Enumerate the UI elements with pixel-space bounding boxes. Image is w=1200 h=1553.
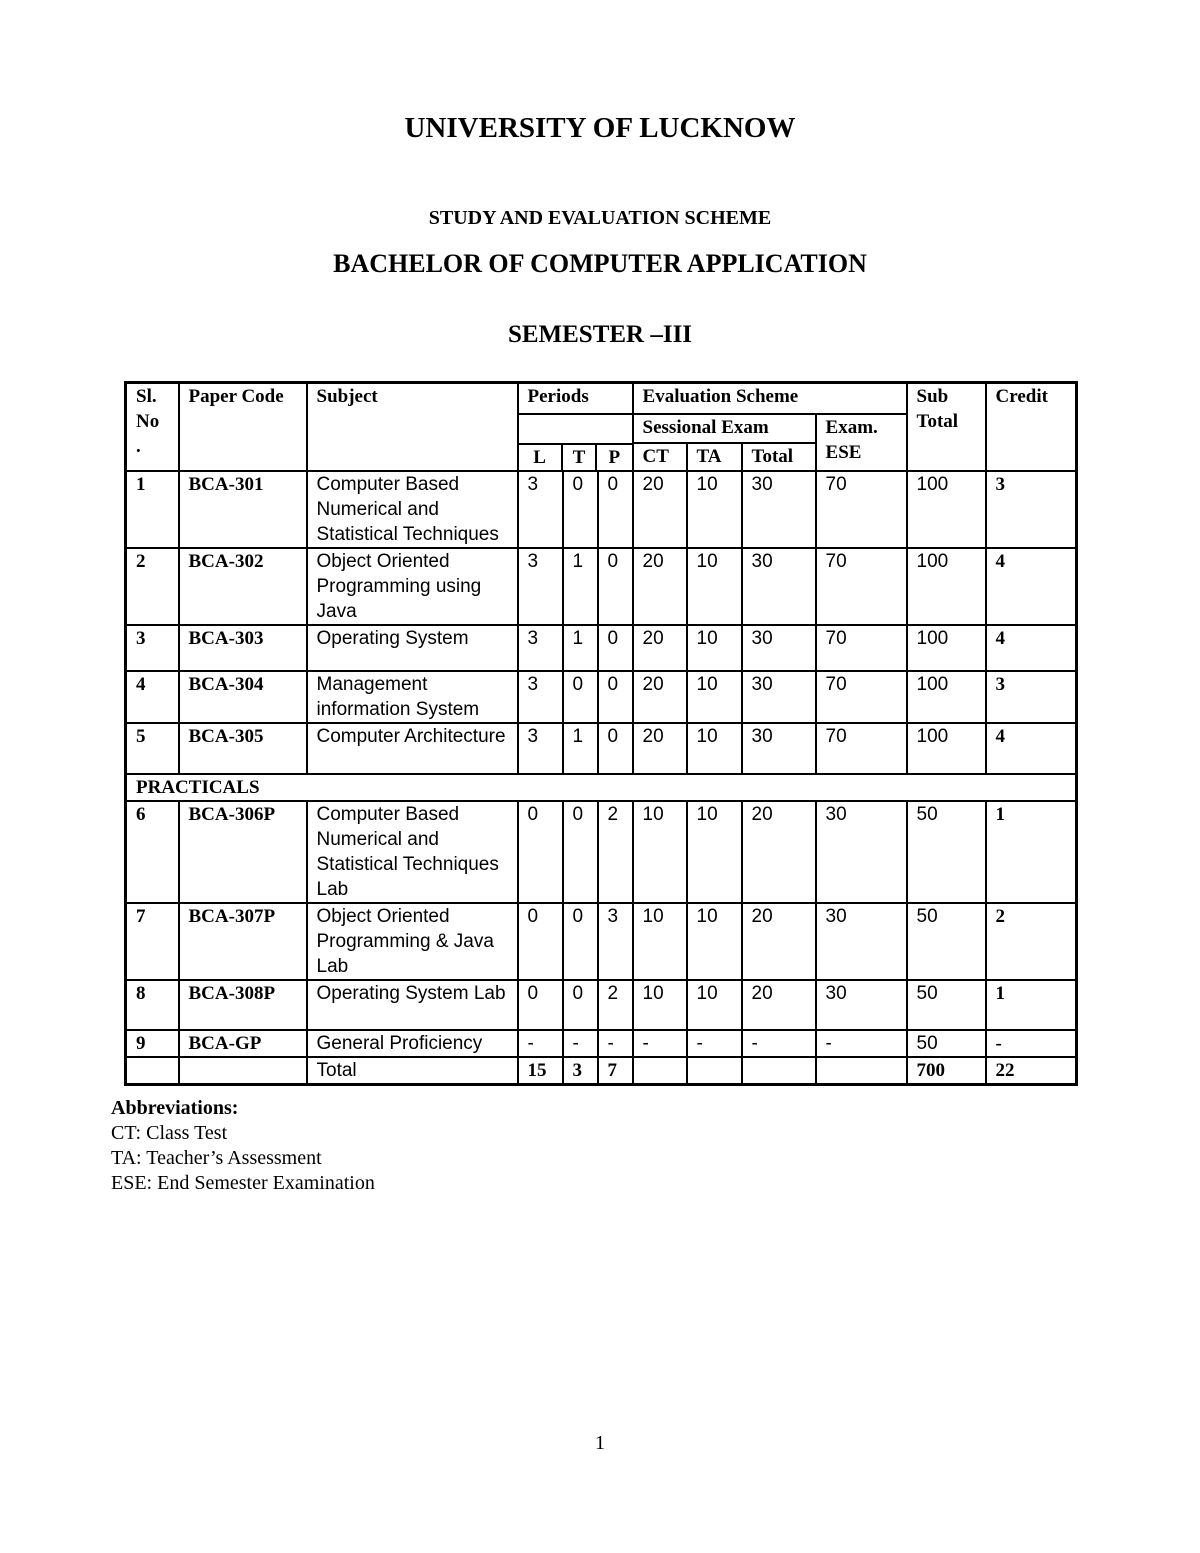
tutorial-cell: 1 (563, 723, 598, 774)
credit-cell: 1 (986, 980, 1077, 1030)
teacher-assessment-cell: 10 (687, 548, 742, 625)
total-lectures: 15 (518, 1057, 563, 1085)
credit-cell: 2 (986, 903, 1077, 980)
ese-cell: 70 (816, 471, 907, 548)
class-test-cell: 20 (633, 625, 687, 671)
paper-code-cell: BCA-307P (179, 903, 307, 980)
header-ta: TA (687, 443, 742, 471)
lecture-cell: 3 (518, 471, 563, 548)
header-sl-no: Sl. No . (126, 383, 179, 471)
header-paper-code: Paper Code (179, 383, 307, 471)
table-row (126, 625, 1077, 671)
subject-cell: Operating System Lab (307, 980, 518, 1030)
credit-cell: 4 (986, 625, 1077, 671)
tutorial-cell: 0 (563, 980, 598, 1030)
sl-no-cell: 6 (126, 801, 179, 903)
class-test-cell: - (633, 1030, 687, 1057)
practical-cell: - (598, 1030, 633, 1057)
sl-no-cell: 1 (126, 471, 179, 548)
paper-code-cell: BCA-305 (179, 723, 307, 774)
sl-no-cell: 8 (126, 980, 179, 1030)
class-test-cell: 10 (633, 903, 687, 980)
tutorial-cell: 0 (563, 671, 598, 723)
subject-cell: Object Oriented Programming using Java (307, 548, 518, 625)
teacher-assessment-cell: 10 (687, 903, 742, 980)
practical-cell: 2 (598, 801, 633, 903)
paper-code-cell: BCA-306P (179, 801, 307, 903)
sessional-total-cell: 30 (742, 625, 816, 671)
sub-total-cell: 50 (907, 801, 986, 903)
practical-cell: 0 (598, 471, 633, 548)
totals-blank-sl (126, 1057, 179, 1085)
sessional-total-cell: 20 (742, 903, 816, 980)
table-row (126, 548, 1077, 625)
credit-cell: 3 (986, 671, 1077, 723)
paper-code-cell: BCA-304 (179, 671, 307, 723)
practical-cell: 0 (598, 671, 633, 723)
paper-code-cell: BCA-303 (179, 625, 307, 671)
ese-cell: 30 (816, 801, 907, 903)
subject-cell: Computer Architecture (307, 723, 518, 774)
credit-cell: 1 (986, 801, 1077, 903)
ese-cell: 70 (816, 671, 907, 723)
table-row (126, 671, 1077, 723)
lecture-cell: 0 (518, 903, 563, 980)
class-test-cell: 20 (633, 548, 687, 625)
class-test-cell: 20 (633, 723, 687, 774)
sl-no-cell: 3 (126, 625, 179, 671)
teacher-assessment-cell: 10 (687, 625, 742, 671)
sessional-total-cell: 30 (742, 548, 816, 625)
sessional-total-cell: 30 (742, 671, 816, 723)
sub-total-cell: 100 (907, 723, 986, 774)
abbreviations (111, 1096, 375, 1196)
header-periods: Periods (518, 383, 633, 414)
class-test-cell: 20 (633, 471, 687, 548)
totals-row (126, 1057, 1077, 1085)
table-row (126, 471, 1077, 548)
teacher-assessment-cell: 10 (687, 723, 742, 774)
tutorial-cell: 0 (563, 471, 598, 548)
scheme-title: STUDY AND EVALUATION SCHEME (428, 207, 772, 229)
abbreviation-ese: ESE: End Semester Examination (111, 1172, 375, 1194)
lecture-cell: 0 (518, 980, 563, 1030)
ese-cell: 30 (816, 980, 907, 1030)
teacher-assessment-cell: - (687, 1030, 742, 1057)
evaluation-scheme-table (124, 381, 1078, 1086)
ese-cell: 70 (816, 723, 907, 774)
sessional-total-cell: 20 (742, 801, 816, 903)
sessional-total-cell: 30 (742, 723, 816, 774)
table-row (126, 801, 1077, 903)
ese-cell: - (816, 1030, 907, 1057)
table-row (126, 1030, 1077, 1057)
subject-cell: Operating System (307, 625, 518, 671)
periods-subheader (519, 443, 632, 470)
abbreviations-heading: Abbreviations: (111, 1097, 239, 1119)
credit-cell: 4 (986, 548, 1077, 625)
paper-code-cell: BCA-301 (179, 471, 307, 548)
credit-cell: - (986, 1030, 1077, 1057)
teacher-assessment-cell: 10 (687, 980, 742, 1030)
class-test-cell: 20 (633, 671, 687, 723)
sub-total-cell: 50 (907, 1030, 986, 1057)
total-credits: 22 (986, 1057, 1077, 1085)
sub-total-cell: 100 (907, 471, 986, 548)
total-tutorials: 3 (563, 1057, 598, 1085)
university-title: UNIVERSITY OF LUCKNOW (404, 112, 796, 144)
subject-cell: Object Oriented Programming & Java Lab (307, 903, 518, 980)
header-ct: CT (633, 443, 687, 471)
totals-blank-ese (816, 1057, 907, 1085)
totals-blank-ct (633, 1057, 687, 1085)
lecture-cell: 3 (518, 671, 563, 723)
table-row (126, 723, 1077, 774)
sl-no-cell: 7 (126, 903, 179, 980)
ese-cell: 70 (816, 548, 907, 625)
abbreviation-ta: TA: Teacher’s Assessment (111, 1147, 322, 1169)
abbreviation-ct: CT: Class Test (111, 1122, 228, 1144)
header-total: Total (742, 443, 816, 471)
ese-cell: 70 (816, 625, 907, 671)
table-body (126, 471, 1077, 1085)
sl-no-cell: 4 (126, 671, 179, 723)
teacher-assessment-cell: 10 (687, 671, 742, 723)
lecture-cell: 3 (518, 625, 563, 671)
tutorial-cell: 0 (563, 801, 598, 903)
class-test-cell: 10 (633, 980, 687, 1030)
sub-total-cell: 100 (907, 625, 986, 671)
credit-cell: 4 (986, 723, 1077, 774)
total-practicals: 7 (598, 1057, 633, 1085)
sl-no-cell: 5 (126, 723, 179, 774)
paper-code-cell: BCA-GP (179, 1030, 307, 1057)
header-p: P (608, 446, 621, 468)
paper-code-cell: BCA-302 (179, 548, 307, 625)
header-periods-blank (518, 414, 633, 471)
practical-cell: 0 (598, 548, 633, 625)
practical-cell: 2 (598, 980, 633, 1030)
class-test-cell: 10 (633, 801, 687, 903)
subject-cell: Management information System (307, 671, 518, 723)
sub-total-cell: 50 (907, 980, 986, 1030)
header-row-1 (126, 383, 1077, 414)
practicals-label: PRACTICALS (126, 774, 1077, 801)
practical-cell: 0 (598, 723, 633, 774)
paper-code-cell: BCA-308P (179, 980, 307, 1030)
header-l: L (519, 445, 563, 470)
totals-blank-code (179, 1057, 307, 1085)
sl-no-cell: 9 (126, 1030, 179, 1057)
tutorial-cell: 1 (563, 625, 598, 671)
ese-cell: 30 (816, 903, 907, 980)
table-row (126, 903, 1077, 980)
lecture-cell: 3 (518, 723, 563, 774)
practicals-row (126, 774, 1077, 801)
sl-no-cell: 2 (126, 548, 179, 625)
header-exam-ese: Exam. ESE (816, 414, 907, 471)
lecture-cell: 0 (518, 801, 563, 903)
practical-cell: 0 (598, 625, 633, 671)
header-subject: Subject (307, 383, 518, 471)
subject-cell: Computer Based Numerical and Statistical Techniques Lab (307, 801, 518, 903)
totals-blank-total (742, 1057, 816, 1085)
total-marks: 700 (907, 1057, 986, 1085)
tutorial-cell: - (563, 1030, 598, 1057)
sessional-total-cell: - (742, 1030, 816, 1057)
lecture-cell: - (518, 1030, 563, 1057)
header-sessional-exam: Sessional Exam (633, 414, 816, 443)
table-row (126, 980, 1077, 1030)
lecture-cell: 3 (518, 548, 563, 625)
sub-total-cell: 100 (907, 671, 986, 723)
sessional-total-cell: 20 (742, 980, 816, 1030)
sessional-total-cell: 30 (742, 471, 816, 548)
page-number: 1 (595, 1432, 605, 1454)
header-sub-total: Sub Total (907, 383, 986, 471)
tutorial-cell: 1 (563, 548, 598, 625)
teacher-assessment-cell: 10 (687, 801, 742, 903)
programme-title: BACHELOR OF COMPUTER APPLICATION (333, 249, 867, 278)
practical-cell: 3 (598, 903, 633, 980)
header-evaluation-scheme: Evaluation Scheme (633, 383, 907, 414)
sub-total-cell: 50 (907, 903, 986, 980)
subject-cell: General Proficiency (307, 1030, 518, 1057)
totals-blank-ta (687, 1057, 742, 1085)
totals-label: Total (307, 1057, 518, 1085)
header-credit: Credit (986, 383, 1077, 471)
teacher-assessment-cell: 10 (687, 471, 742, 548)
tutorial-cell: 0 (563, 903, 598, 980)
subject-cell: Computer Based Numerical and Statistical Techniques (307, 471, 518, 548)
credit-cell: 3 (986, 471, 1077, 548)
semester-title: SEMESTER –III (507, 321, 693, 348)
sub-total-cell: 100 (907, 548, 986, 625)
header-t: T (563, 445, 597, 470)
